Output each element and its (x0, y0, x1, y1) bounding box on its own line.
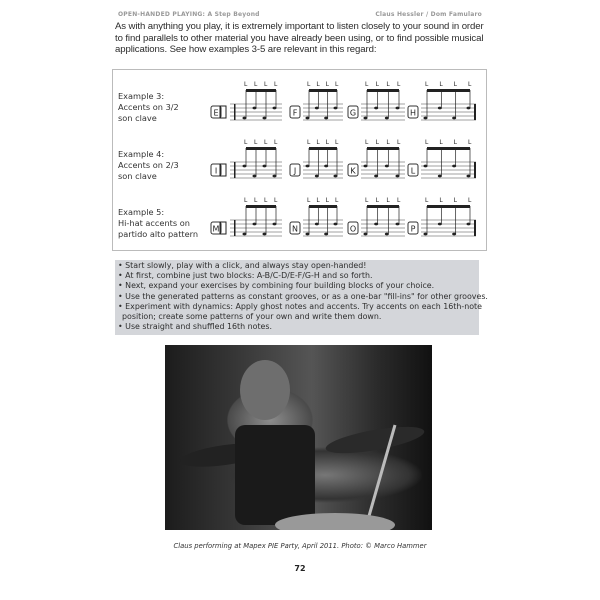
beam (367, 205, 399, 208)
example-row (113, 134, 486, 190)
beam (309, 205, 337, 208)
rehearsal-letter: P (410, 224, 416, 234)
notehead (243, 165, 247, 168)
example-row (113, 192, 486, 248)
notehead (396, 107, 400, 110)
notehead (315, 175, 319, 178)
example-title: Example 5: (118, 207, 165, 217)
notehead (467, 175, 471, 178)
rehearsal-letter: K (350, 166, 356, 176)
sticking-mark: L (453, 81, 458, 88)
sticking-mark: L (468, 81, 472, 88)
beam (246, 147, 276, 150)
notehead (273, 223, 277, 226)
notehead (324, 165, 328, 168)
notehead (424, 233, 428, 236)
example-title: Example 3: (118, 91, 165, 101)
notehead (364, 165, 368, 168)
sticking-mark: L (316, 139, 320, 146)
sticking-mark: L (325, 197, 330, 204)
notehead (467, 107, 471, 110)
sticking-mark: L (386, 81, 390, 88)
sticking-mark: L (439, 139, 443, 146)
beam (246, 205, 276, 208)
notation-staff (208, 192, 483, 248)
sticking-mark: L (365, 139, 369, 146)
sticking-mark: L (397, 197, 401, 204)
tip-item: • Use straight and shuffled 16th notes. (118, 322, 273, 332)
notehead (374, 175, 378, 178)
beam (246, 89, 276, 92)
rehearsal-letter: E (213, 108, 219, 118)
sticking-mark: L (375, 81, 380, 88)
notehead (452, 117, 456, 120)
notehead (424, 117, 428, 120)
notehead (273, 107, 277, 110)
notehead (253, 223, 257, 226)
notehead (385, 165, 389, 168)
notehead (334, 107, 338, 110)
example-desc: son clave (118, 171, 157, 181)
sticking-mark: L (244, 81, 248, 88)
sticking-mark: L (274, 197, 278, 204)
tip-item: • At first, combine just two blocks: A-B/C-D/E-F/G-H and so forth. (118, 271, 373, 281)
notehead (263, 233, 267, 236)
sticking-mark: L (307, 197, 311, 204)
notehead (324, 117, 328, 120)
sticking-mark: L (365, 197, 369, 204)
beam (309, 147, 337, 150)
rehearsal-letter: F (292, 108, 298, 118)
sticking-mark: L (254, 139, 258, 146)
sticking-mark: L (425, 139, 429, 146)
sticking-mark: L (439, 197, 443, 204)
sticking-mark: L (453, 139, 458, 146)
intro-paragraph: As with anything you play, it is extremely important to listen closely to your sound in order to find parallels to other material you have already been using, or to find possible musical applications. See how examples 3-5 are relevant in this regard: (115, 21, 484, 55)
notehead (273, 175, 277, 178)
beam (309, 89, 337, 92)
notehead (263, 165, 267, 168)
notehead (334, 175, 338, 178)
sticking-mark: L (386, 197, 390, 204)
notehead (374, 107, 378, 110)
sticking-mark: L (244, 139, 248, 146)
sticking-mark: L (386, 139, 390, 146)
sticking-mark: L (264, 81, 268, 88)
notehead (385, 117, 389, 120)
notehead (243, 117, 247, 120)
sticking-mark: L (335, 197, 339, 204)
example-title: Example 4: (118, 149, 165, 159)
example-desc: Hi-hat accents on (118, 218, 190, 228)
repeat-barline (234, 220, 236, 236)
example-desc: son clave (118, 113, 157, 123)
sticking-mark: L (254, 197, 258, 204)
sticking-mark: L (325, 139, 330, 146)
notehead (306, 233, 310, 236)
sticking-mark: L (335, 81, 339, 88)
notehead (306, 117, 310, 120)
tip-item: • Start slowly, play with a click, and always stay open-handed! (118, 261, 367, 270)
notehead (334, 223, 338, 226)
notehead (374, 223, 378, 226)
rehearsal-letter: H (409, 108, 417, 118)
sticking-mark: L (453, 197, 458, 204)
sticking-mark: L (397, 139, 401, 146)
sticking-mark: L (307, 139, 311, 146)
notehead (452, 233, 456, 236)
notehead (424, 165, 428, 168)
sticking-mark: L (397, 81, 401, 88)
notehead (243, 233, 247, 236)
sticking-mark: L (244, 197, 248, 204)
rehearsal-letter: O (349, 224, 357, 234)
running-header-authors: Claus Hessler / Dom Famularo (375, 11, 482, 18)
page-number: 72 (294, 564, 306, 573)
notehead (315, 107, 319, 110)
rehearsal-letter: G (349, 108, 357, 118)
sticking-mark: L (439, 81, 443, 88)
sticking-mark: L (264, 197, 268, 204)
tips-box (115, 260, 488, 335)
sticking-mark: L (325, 81, 330, 88)
notehead (438, 107, 442, 110)
beam (367, 147, 399, 150)
example-desc: Accents on 2/3 (118, 160, 179, 170)
sticking-mark: L (316, 81, 320, 88)
notehead (364, 117, 368, 120)
rehearsal-letter: N (292, 224, 298, 234)
example-desc: partido alto pattern (118, 229, 199, 239)
notehead (324, 233, 328, 236)
notehead (315, 223, 319, 226)
sticking-mark: L (316, 197, 320, 204)
sticking-mark: L (307, 81, 311, 88)
examples-box (112, 69, 487, 251)
notehead (364, 233, 368, 236)
rehearsal-letter: J (293, 166, 297, 176)
rehearsal-letter: M (212, 224, 220, 234)
notehead (253, 175, 257, 178)
sticking-mark: L (468, 139, 472, 146)
repeat-barline (234, 104, 236, 120)
sticking-mark: L (375, 197, 380, 204)
notehead (467, 223, 471, 226)
notation-staff (208, 134, 483, 190)
notation-staff (208, 76, 483, 132)
repeat-barline (234, 162, 236, 178)
notehead (396, 223, 400, 226)
tip-item: • Use the generated patterns as constant grooves, or as a one-bar "fill-ins" for other grooves. (118, 291, 488, 301)
photo-caption: Claus performing at Mapex PIE Party, April 2011. Photo: © Marco Hammer (173, 542, 427, 550)
beam (427, 147, 470, 150)
beam (367, 89, 399, 92)
example-desc: Accents on 3/2 (118, 102, 179, 112)
tip-item: • Experiment with dynamics: Apply ghost notes and accents. Try accents on each 16th-note (118, 301, 482, 311)
rehearsal-letter: L (410, 166, 416, 176)
sticking-mark: L (468, 197, 472, 204)
example-row (113, 76, 486, 132)
tip-item: position; create some patterns of your own and write them down. (122, 312, 382, 322)
final-barline (474, 104, 476, 120)
sticking-mark: L (375, 139, 380, 146)
sticking-mark: L (254, 81, 258, 88)
running-header-title: OPEN-HANDED PLAYING: A Step Beyond (118, 11, 260, 18)
notehead (263, 117, 267, 120)
notehead (396, 175, 400, 178)
notehead (438, 175, 442, 178)
performance-photo (165, 345, 432, 530)
beam (427, 89, 470, 92)
final-barline (474, 162, 476, 178)
sticking-mark: L (365, 81, 369, 88)
notehead (438, 223, 442, 226)
sticking-mark: L (274, 81, 278, 88)
sticking-mark: L (425, 81, 429, 88)
rehearsal-letter: I (214, 166, 218, 176)
notehead (385, 233, 389, 236)
sticking-mark: L (274, 139, 278, 146)
sticking-mark: L (264, 139, 268, 146)
sticking-mark: L (335, 139, 339, 146)
beam (427, 205, 470, 208)
notehead (452, 165, 456, 168)
sticking-mark: L (425, 197, 429, 204)
notehead (253, 107, 257, 110)
tip-item: • Next, expand your exercises by combining four building blocks of your choice. (118, 281, 435, 291)
notehead (306, 165, 310, 168)
final-barline (474, 220, 476, 236)
